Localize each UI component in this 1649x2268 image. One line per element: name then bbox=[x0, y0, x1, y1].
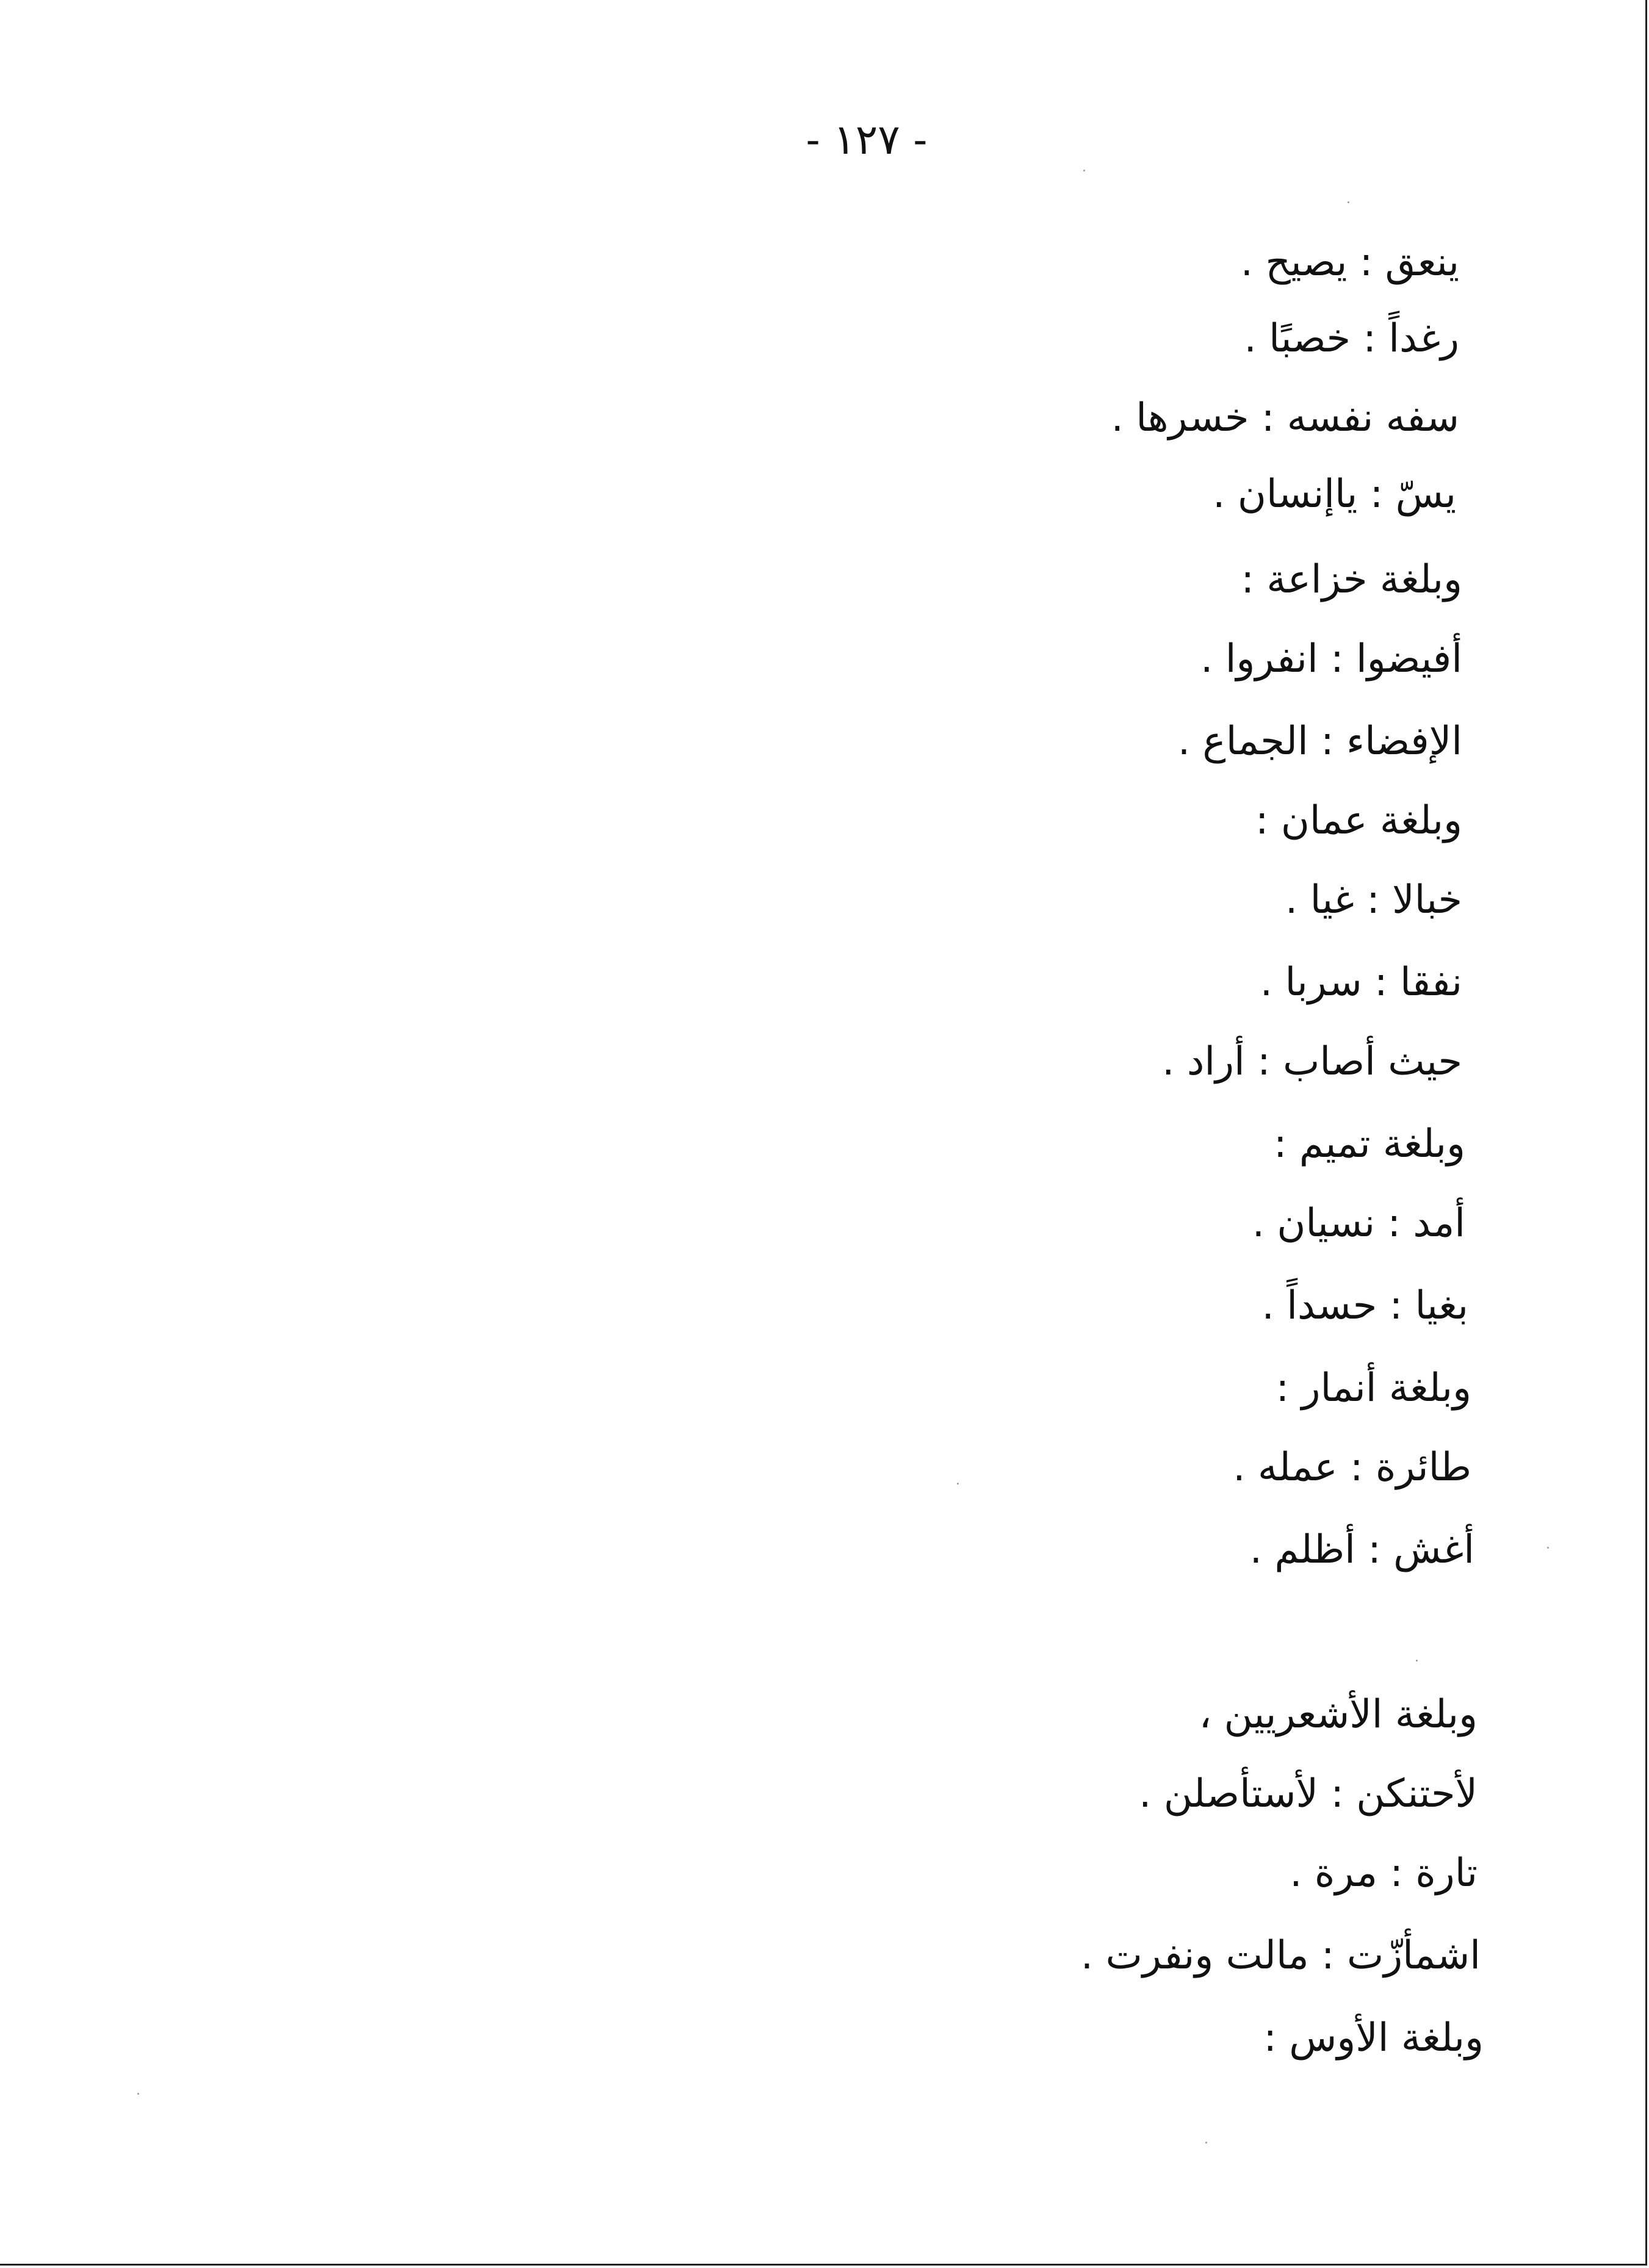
scan-speck bbox=[1348, 201, 1349, 203]
text-line: تارة : مرة . bbox=[1290, 1851, 1478, 1896]
text-line: اشمأزّت : مالت ونفرت . bbox=[1080, 1933, 1481, 1978]
page-number: - ١٢٧ - bbox=[806, 116, 928, 164]
text-line: أفيضوا : انفروا . bbox=[1200, 636, 1462, 682]
text-line: وبلغة الأشعريين ، bbox=[1199, 1692, 1478, 1737]
text-line: رغداً : خصبًا . bbox=[1244, 316, 1459, 361]
text-line: وبلغة خزاعة : bbox=[1241, 557, 1462, 602]
text-line: وبلغة أنمار : bbox=[1276, 1366, 1471, 1411]
text-line: الإفضاء : الجماع . bbox=[1177, 719, 1462, 764]
text-line: بغيا : حسداً . bbox=[1261, 1283, 1468, 1328]
scan-speck bbox=[957, 1483, 959, 1485]
text-line: أغش : أظلم . bbox=[1249, 1527, 1474, 1572]
text-line: وبلغة الأوس : bbox=[1263, 2015, 1484, 2061]
text-line: لأحتنكن : لأستأصلن . bbox=[1139, 1771, 1478, 1816]
text-line: طائرة : عمله . bbox=[1233, 1445, 1471, 1490]
text-line: وبلغة تميم : bbox=[1273, 1121, 1465, 1167]
text-line: أمد : نسيان . bbox=[1252, 1201, 1465, 1246]
text-line: نفقا : سربا . bbox=[1260, 960, 1462, 1005]
scan-speck bbox=[1205, 2142, 1207, 2144]
text-line: سفه نفسه : خسرها . bbox=[1111, 395, 1459, 441]
scan-speck bbox=[137, 2093, 139, 2095]
text-line: خبالا : غيا . bbox=[1285, 877, 1462, 923]
scan-speck bbox=[1547, 1547, 1549, 1549]
scan-speck bbox=[1083, 170, 1085, 171]
text-line: ينعق : يصيح . bbox=[1240, 240, 1459, 285]
text-line: وبلغة عمان : bbox=[1255, 798, 1462, 843]
text-line: يسّ : ياإنسان . bbox=[1213, 472, 1456, 517]
scan-speck bbox=[1416, 1660, 1418, 1661]
text-line: حيث أصاب : أراد . bbox=[1162, 1039, 1462, 1084]
